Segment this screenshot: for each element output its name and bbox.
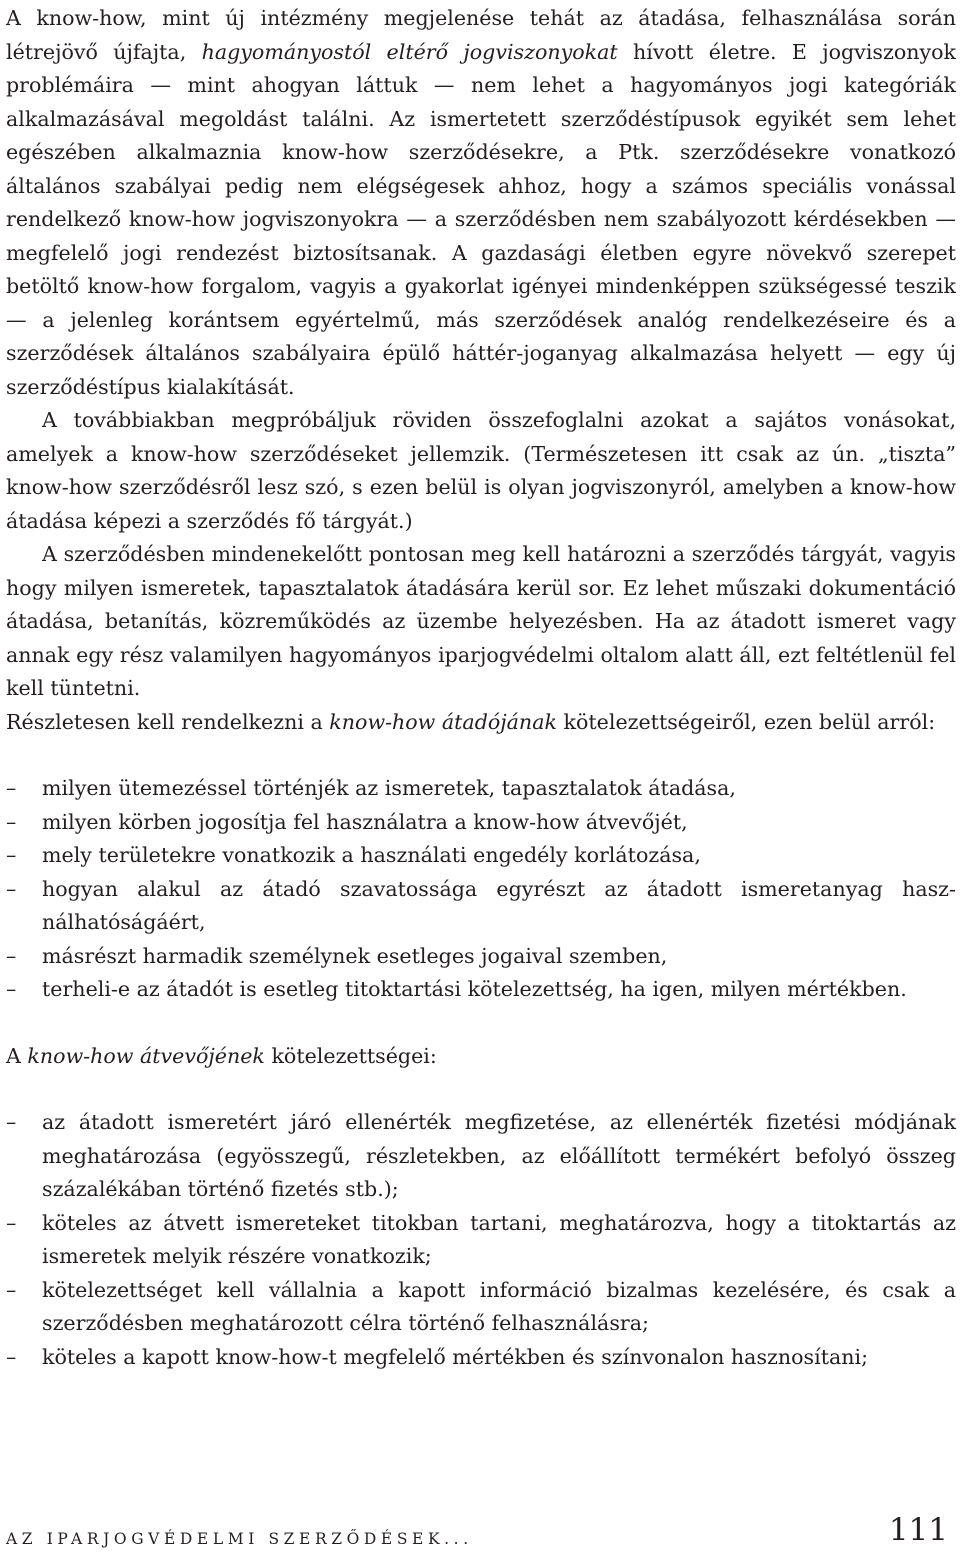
dash-bullet: – [6,776,17,800]
list-item [6,1341,956,1375]
page-footer [6,1512,948,1558]
list-item [6,1106,956,1207]
paragraph-transferee-emphasis: know-how átvevőjének [27,1043,265,1068]
paragraph-summary: A továbbiakban megpróbáljuk röviden összefoglalni azokat a sajátos vonásokat, amelyek a know-how szerződéseket jellemzik. (Természetesen itt csak az ún. „tiszta” know-how szerződésről lesz szó, s ezen belül is olyan jogviszonyról, amelyben a know-how átadása képezi a szerződés fő tárgyát.) [6,408,956,533]
list-item-text: hogyan alakul az átadó szavatossága egyrészt az átadott ismeretanyag használhatóságáért, [42,876,956,934]
list-item-text: milyen ütemezéssel történjék az ismeretek, tapasztalatok átadása, [42,776,736,800]
list-item [6,973,956,1007]
list-item [6,772,956,806]
dash-bullet: – [6,843,17,867]
paragraph-transferor-text-a: Részletesen kell rendelkezni a [6,709,330,734]
paragraph-transferee-text-a: A [6,1043,28,1068]
paragraph-transferor [6,706,956,740]
dash-bullet: – [6,1344,17,1369]
list-item [6,806,956,840]
list-item [6,1207,956,1274]
list-item-text: terheli-e az átadót is esetleg titoktartási kötelezettség, ha igen, milyen mértékben. [42,977,907,1001]
running-head: AZ IPARJOGVÉDELMI SZERZŐDÉSEK... [6,1530,473,1548]
dash-bullet: – [6,1210,17,1235]
dash-bullet: – [6,977,17,1001]
paragraph-intro-text-a: A know-how, mint új intézmény megjelenése tehát az átadása, felhasználása során létrejövő újfajta, [6,6,956,64]
list-item-text: másrészt harmadik személynek esetleges jogaival szemben, [42,943,668,968]
list-item-text: köteles a kapott know-how-t megfelelő mértékben és színvonalon hasznosítani; [42,1344,869,1369]
paragraph-subject: A szerződésben mindenekelőtt pontosan meg kell határozni a szerződés tárgyát, vagyis hogy milyen ismeretek, tapasztalatok átadására kerül sor. Ez lehet műszaki dokumentáció átadása, betanítás, közreműködés az üzembe helyezésben. Ha az átadott ismeret vagy annak egy rész valamilyen hagyományos iparjogvédelmi oltalom alatt áll, ezt feltétlenül fel kell tüntetni. [6,542,956,700]
dash-bullet: – [6,809,17,834]
list-item-text: mely területekre vonatkozik a használati engedély korlátozása, [42,843,701,867]
spacer [6,1007,956,1040]
list-item-text: az átadott ismeretért járó ellenérték megfizetése, az ellenérték fizetési módjának meghatározása (egyösszegű, részletekben, az előállított termékért befolyó összeg százalékában történő fizetés stb.); [42,1110,956,1201]
transferor-obligations-list [6,772,956,1007]
list-item-text: milyen körben jogosítja fel használatra a know-how átvevőjét, [42,809,688,834]
spacer [6,1073,956,1106]
paragraph-transferee-text-c: kötelezettségei: [264,1043,437,1068]
list-item-text: köteles az átvett ismereteket titokban tartani, meghatározva, hogy a titoktartás az ismeretek melyik részére vonatkozik; [42,1210,956,1268]
dash-bullet: – [6,943,17,968]
list-item-text: kötelezettséget kell vállalnia a kapott információ bizalmas kezelésére, és csak a szerződésben meghatározott célra történő felhasználásra; [42,1277,956,1335]
paragraph-intro-emphasis: hagyományostól eltérő jogviszonyokat [201,39,618,64]
dash-bullet: – [6,1110,17,1134]
dash-bullet: – [6,1277,17,1302]
paragraph-intro-text-c: hívott életre. E jogviszonyok problémáira — mint ahogyan láttuk — nem lehet a hagyományos jogi kategóriák alkalmazásával megoldást találni. Az ismertetett szerződéstípusok egyikét sem lehet egészében alkalmaznia know-how szerződésekre, a Ptk. szerződésekre vonatkozó általános szabályai pedig nem elégségesek ahhoz, hogy a számos speciális vonással rendelkező know-how jogviszonyokra — a szerződésben nem szabályozott kérdésekben — megfelelő jogi rendezést biztosítsanak. A gazdasági életben egyre növekvő szerepet betöltő know-how forgalom, vagyis a gyakorlat igényei mindenképpen szükségessé teszik — a jelenleg korántsem egyértelmű, más szerződések analóg rendelkezéseire és a szerződések általános szabályaira épülő háttér-joganyag alkalmazása helyett — egy új szerződéstípus kialakítását. [6,39,956,399]
list-item [6,1274,956,1341]
paragraph-transferee [6,1040,956,1074]
paragraph-intro [6,2,956,404]
list-item [6,873,956,940]
list-item [6,940,956,974]
paragraph-transferor-text-c: kötelezettségeiről, ezen belül arról: [556,709,936,734]
spacer [6,739,956,772]
dash-bullet: – [6,876,17,901]
transferee-obligations-list [6,1106,956,1374]
list-item [6,839,956,873]
page-body [6,2,956,1374]
page-number: 111 [888,1512,948,1548]
paragraph-transferor-emphasis: know-how átadójának [329,709,557,734]
